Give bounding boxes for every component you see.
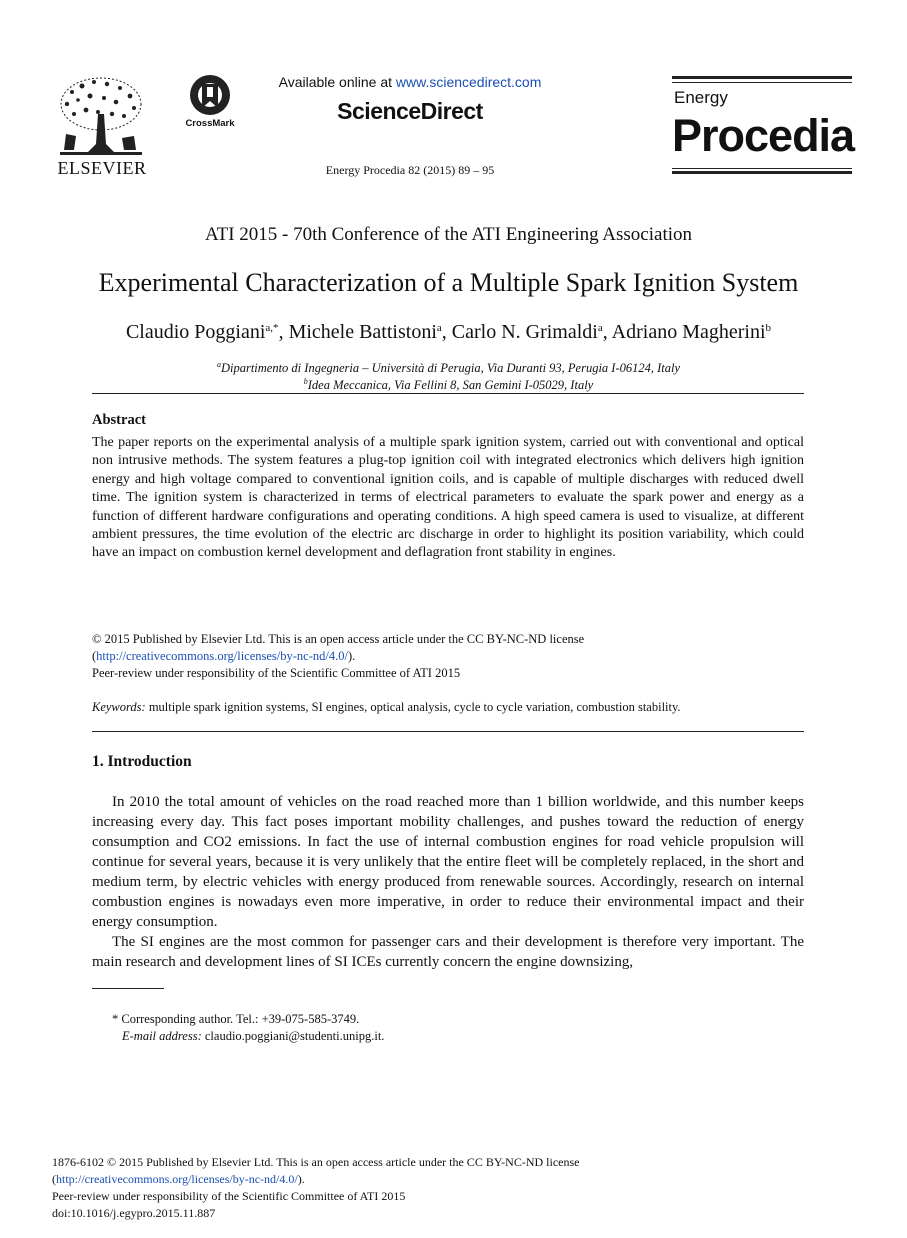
author: Michele Battistoni$^a$, [288, 321, 452, 343]
license-link-line: (http://creativecommons.org/licenses/by-nc-nd/4.0/). [52, 1172, 305, 1186]
journal-citation: Energy Procedia 82 (2015) 89 – 95 [325, 163, 495, 177]
author: Claudio Poggiani$^{a,*}$, [125, 321, 289, 343]
available-prefix: Available online at [278, 74, 396, 90]
logo-procedia-word: Procedia [672, 110, 855, 161]
crossmark-badge[interactable] [178, 74, 242, 134]
author: Adriano Magherini$^b$ [611, 321, 772, 343]
email-label: E-mail address: [122, 1029, 202, 1043]
abstract-body: The paper reports on the experimental analysis of a multiple spark ignition system, carried out with conventional and optical non intrusive methods. The system features a plug-top ignition coil with integrated electronics which delivers high ignition energy and high voltage compared to conventional ignition coils, and is capable of multiple discharges with reduced dwell time. The ignition system is characterized in terms of electrical parameters to evaluate the spark power and energy as a function of different hardware configurations and operating conditions. A high speed camera is used to visualize, at different ambient pressures, the time evolution of the electric arc discharge in order to highlight its position variability, which could have an impact on combustion kernel development and deflagration front stability in engines. [92, 435, 804, 561]
introduction-body [92, 792, 804, 972]
elsevier-tree-icon [52, 74, 150, 156]
peer-review-line: Peer-review under responsibility of the Scientific Committee of ATI 2015 [92, 666, 461, 680]
keywords [92, 700, 804, 715]
divider [92, 393, 804, 394]
email-address: claudio.poggiani@studenti.unipg.it. [201, 1029, 385, 1043]
logo-energy-word: Energy [674, 88, 728, 107]
paragraph: The SI engines are the most common for passenger cars and their development is therefore very important. The main research and development lines of SI ICEs currently concern the engine downsizing, [92, 934, 804, 970]
publication-info [52, 1154, 812, 1222]
license-notice [92, 631, 804, 682]
affiliation: $^b$Idea Meccanica, Via Fellini 8, San Gemini I-05029, Italy [303, 377, 594, 393]
conference-name: ATI 2015 - 70th Conference of the ATI Engineering Association [204, 224, 693, 245]
peer-review-line: Peer-review under responsibility of the Scientific Committee of ATI 2015 [52, 1189, 406, 1203]
elsevier-wordmark: ELSEVIER [57, 158, 147, 178]
paper-title: Experimental Characterization of a Multiple Spark Ignition System [98, 268, 799, 297]
paragraph: In 2010 the total amount of vehicles on the road reached more than 1 billion worldwide, and this number keeps increasing every day. This fact poses important mobility challenges, and pushes toward the reduction of energy consumption and CO2 emissions. In fact the use of internal combustion engines for road vehicle propulsion will continue for several years, because it is very unlikely that the entire fleet will be completely replaced, in the short and medium term, by electric vehicles with energy produced from renewable sources. Accordingly, research on internal combustion engines is nowadays even more imperative, in order to reduce their environmental impact and their energy consumption. [92, 794, 804, 930]
sciencedirect-title: ScienceDirect [337, 98, 483, 124]
logo-rule [672, 82, 852, 83]
footnote [112, 1011, 712, 1045]
email-line [112, 1028, 712, 1045]
crossmark-label: CrossMark [185, 118, 235, 129]
divider [92, 731, 804, 732]
affiliation: $^a$Dipartimento di Ingegneria – Università di Perugia, Via Duranti 93, Perugia I-06124, Italy [216, 360, 681, 376]
license-line: © 2015 Published by Elsevier Ltd. This is an open access article under the CC BY-NC-ND license [92, 632, 585, 646]
license-link[interactable]: http://creativecommons.org/licenses/by-nc-nd/4.0/ [96, 649, 348, 663]
footnote-rule [92, 988, 164, 989]
author-list [0, 321, 897, 344]
energy-procedia-logo [672, 76, 855, 176]
issn-line: 1876-6102 © 2015 Published by Elsevier Ltd. This is an open access article under the CC BY-NC-ND license [52, 1155, 580, 1169]
crossmark-icon [178, 74, 242, 118]
section-heading: 1. Introduction [92, 753, 192, 770]
logo-rule [672, 171, 852, 174]
available-online [250, 74, 570, 90]
keywords-label: Keywords: [92, 700, 146, 714]
author: Carlo N. Grimaldi$^a$, [451, 321, 612, 343]
keywords-text: multiple spark ignition systems, SI engines, optical analysis, cycle to cycle variation, combustion stability. [145, 700, 681, 714]
license-link-line: (http://creativecommons.org/licenses/by-nc-nd/4.0/). [92, 649, 356, 663]
license-link[interactable]: http://creativecommons.org/licenses/by-nc-nd/4.0/ [56, 1172, 298, 1186]
elsevier-logo [52, 74, 152, 178]
doi: doi:10.1016/j.egypro.2015.11.887 [52, 1206, 216, 1220]
logo-rule [672, 168, 852, 169]
abstract-heading: Abstract [92, 412, 146, 428]
sciencedirect-link[interactable]: www.sciencedirect.com [395, 74, 542, 90]
corresponding-author: * Corresponding author. Tel.: +39-075-585-3749. [112, 1012, 360, 1026]
logo-rule [672, 76, 852, 79]
